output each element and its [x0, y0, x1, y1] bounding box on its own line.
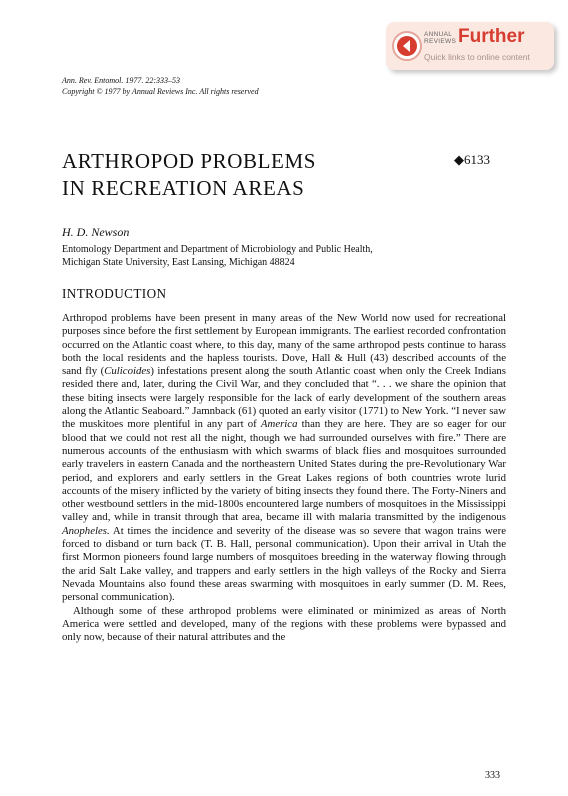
badge-annual-reviews: ANNUAL REVIEWS — [424, 31, 457, 45]
further-badge[interactable] — [386, 22, 554, 70]
badge-subtitle: Quick links to online content — [424, 52, 530, 62]
body-text — [62, 312, 506, 644]
article-identifier: ◆6133 — [454, 152, 490, 167]
further-arrow-icon — [391, 30, 423, 62]
badge-title: Further — [458, 26, 525, 47]
section-heading: INTRODUCTION — [62, 286, 167, 301]
paragraph-2: Although some of these arthropod problems were eliminated or minimized as areas of North America were settled and developed, many of the regions with these problems were bypassed and only now, because of their natural attributes and the — [62, 604, 506, 644]
citation — [62, 75, 259, 97]
author-affiliation: Entomology Department and Department of Microbiology and Public Health, Michigan State University, East Lansing, Michigan 48824 — [62, 244, 373, 268]
citation-copyright: Copyright © 1977 by Annual Reviews Inc. All rights reserved — [62, 87, 259, 96]
author-name: H. D. Newson — [62, 225, 130, 239]
citation-journal: Ann. Rev. Entomol. 1977. 22:333–53 — [62, 76, 181, 85]
article-title: ARTHROPOD PROBLEMS IN RECREATION AREAS — [62, 149, 317, 200]
paragraph-1: Arthropod problems have been present in many areas of the New World now used for recreational purposes since before the first settlement by European immigrants. The earliest recorded confrontation occurred on the Atlantic coast where, to this day, many of the same arthropod pests continue to harass both the local residents and the hapless tourists. Dove, Hall & Hull (43) described accounts of the sand fly (Culicoides) infestations present along the south Atlantic coast when only the Creek Indians resided there and, later, during the Civil War, and they concluded that “. . . we share the opinion that these biting insects were largely responsible for the lack of early development of the southern areas along the Atlantic Seaboard.” Jamnback (61) quoted an early visitor (1771) to New York. “I never saw the muskitoes more plentiful in any part of America than they are here. They are so eager for our blood that we could not rest all the night, though we had surrounded ourselves with fire.” There are numerous accounts of the enthusiasm with which swarms of black flies and mosquitoes surrounded early travelers in eastern Canada and the northeastern United States during the pre-Revolutionary War period, and explorers and early settlers in the Great Lakes regions of both countries wrote lurid accounts of the misery inflicted by the variety of biting insects they found there. The Forty-Niners and other westbound settlers in the mid-1800s encountered large numbers of mosquitoes in the Mississippi valley and, while in transit through that area, became ill with malaria transmitted by the indigenous Anopheles. At times the incidence and severity of the disease was so severe that wagon trains were forced to disband or turn back (T. B. Hall, personal communication). Upon their arrival in Utah the first Mormon pioneers found large numbers of mosquitoes breeding in the waterway flowing through the arid Salt Lake valley, and trappers and early settlers in the high valleys of the Rocky and Sierra Nevada Mountains also found these areas swarming with mosquitoes in early summer (D. M. Rees, personal communication). — [62, 312, 507, 604]
page-number: 333 — [485, 770, 500, 781]
